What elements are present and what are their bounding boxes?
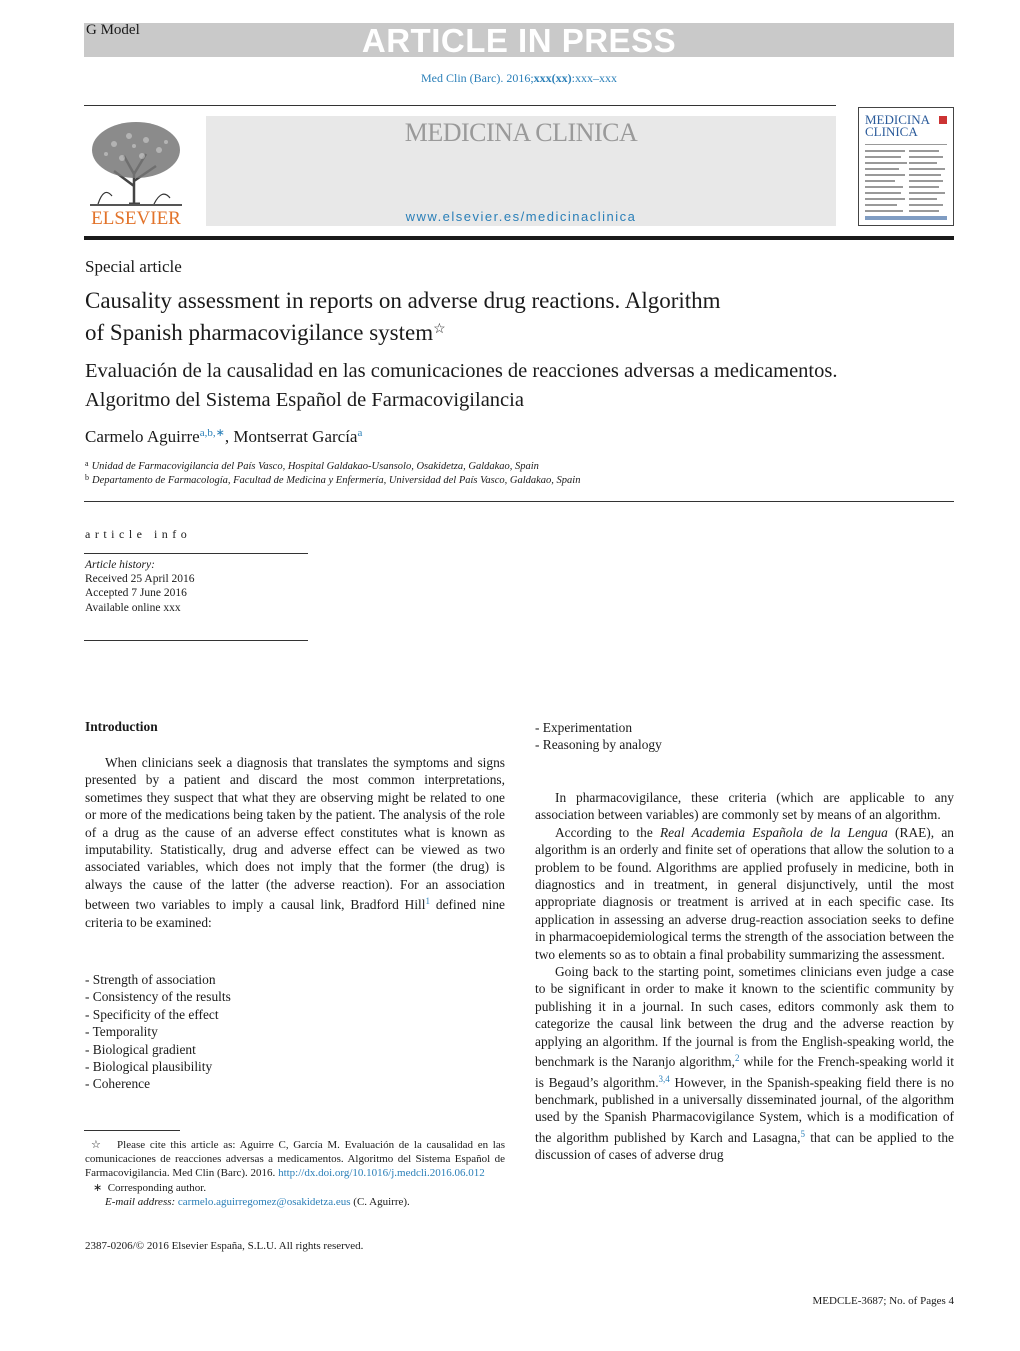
list-item: - Experimentation xyxy=(535,720,633,735)
title-footnote-star[interactable]: ☆ xyxy=(433,322,446,337)
author-name[interactable]: Carmelo Aguirre xyxy=(85,427,200,446)
paragraph: Going back to the starting point, sometimes clinicians even judge a case to be significant in order to make it known to the scientific community by publishing it in a journal. In such cases, editors commonly ask them to categorize the causal link between the drug and the adverse reaction by applying an algorithm. If the journal is from the English-speaking world, the benchmark is the Naranjo algorithm,$^2$ while for the French-speaking world it is Begaud’s algorithm.$^{3,4}$ However, in the Spanish-speaking field there is no benchmark, published in a universally disseminated journal, of the algorithm used by the Spanish Pharmacovigilance System, which is a modification of the algorithm published by Karch and Lasagna,$^5$ that can be applied to the discussion of cases of adverse drug xyxy=(535,964,954,1163)
list-item: - Coherence xyxy=(85,1076,151,1092)
elsevier-logo xyxy=(84,116,188,226)
journal-name: MEDICINA CLINICA xyxy=(404,118,638,147)
affiliation-b: $^b$ Departamento de Farmacología, Facultad de Medicina y Enfermería, Universidad del País Vasco, Galdakao, Spain xyxy=(85,473,581,486)
journal-url-link[interactable]: www.elsevier.es/medicinaclinica xyxy=(405,209,637,224)
author-affiliation-marks[interactable]: a,b,∗ xyxy=(199,427,225,439)
footnote-rule xyxy=(84,1130,180,1131)
doi-link[interactable]: http://dx.doi.org/10.1016/j.medcli.2016.06.012 xyxy=(278,1167,485,1180)
list-item: - Temporality xyxy=(85,1024,158,1040)
criteria-list-right xyxy=(535,719,662,754)
article-info-rule-top xyxy=(84,553,308,554)
email-link[interactable]: carmelo.aguirregomez@osakidetza.eus xyxy=(177,1195,351,1208)
corresponding-mark: ∗ xyxy=(93,1181,103,1194)
footnote-star: ☆ xyxy=(91,1139,103,1151)
cover-title-line-1: MEDICINA xyxy=(865,112,930,127)
article-info-rule-bottom xyxy=(84,640,308,641)
section-heading-introduction: Introduction xyxy=(85,719,158,734)
citation-link[interactable]: 3,4 xyxy=(658,1073,670,1084)
article-type: Special article xyxy=(85,257,182,276)
list-item: - Reasoning by analogy xyxy=(535,737,662,753)
header-rule xyxy=(84,105,836,106)
journal-cover-thumbnail xyxy=(858,107,954,226)
header-thick-rule xyxy=(84,236,954,240)
citation-link[interactable]: 2 xyxy=(734,1053,740,1064)
article-title-en: Causality assessment in reports on adverse drug reactions. Algorithm of Spanish pharmacovigilance system☆ xyxy=(85,288,721,345)
page-info: MEDCLE-3687; No. of Pages 4 xyxy=(812,1295,954,1307)
list-item: - Specificity of the effect xyxy=(85,1006,219,1022)
paragraph: According to the Real Academia Española de la Lengua (RAE), an algorithm is an orderly and finite set of operations that allow the solution to a problem to be found. Algorithms are applied profusely in medicine, both in diagnostics and in treatment, in general disjunctively, until the most appropriate diagnosis or treatment is arrived at in each specific case. Its application in assessing an adverse drug-reaction association seeks to define in pharmacoepidemiological terms the strength of the association between the two elements so as to obtain a final probability summarizing the assessment. xyxy=(535,824,954,962)
g-model-label: G Model xyxy=(86,22,140,38)
article-title-es: Evaluación de la causalidad en las comunicaciones de reacciones adversas a medicamentos. Algoritmo del Sistema Español de Farmacovigilancia xyxy=(85,360,838,411)
journal-citation[interactable]: Med Clin (Barc). 2016;xxx(xx):xxx–xxx xyxy=(421,71,617,85)
criteria-list-left xyxy=(85,971,231,1093)
publisher-name: ELSEVIER xyxy=(91,208,181,226)
list-item: - Biological plausibility xyxy=(85,1059,213,1075)
intro-paragraph-1: When clinicians seek a diagnosis that translates the symptoms and signs presented by a patient and discard the most common interpretations, sometimes they suspect that what they are observing might be related to one or more of the medications being taken by the patient. The analysis of the role of a drug as the cause of an adverse effect constitutes what is known as imputability. Statistically, drug and adverse effect can be viewed as two associated variables, which does not imply that the former (the drug) is always the cause of the latter (the adverse reaction). For an association between two variables to imply a causal link, Bradford Hill$^1$ defined nine criteria to be examined: xyxy=(85,755,505,930)
title-block-rule xyxy=(84,501,954,502)
affiliation-a: $^a$ Unidad de Farmacovigilancia del País Vasco, Hospital Galdakao-Usansolo, Osakidetza, Galdakao, Spain xyxy=(85,459,539,472)
elsevier-tree-icon xyxy=(84,116,188,226)
list-item: - Biological gradient xyxy=(85,1041,196,1057)
list-item: - Strength of association xyxy=(85,972,216,987)
author-name[interactable]: Montserrat García xyxy=(233,427,358,446)
right-column-text xyxy=(535,789,954,1164)
cover-title-line-2: CLINICA xyxy=(865,124,918,139)
copyright-line: 2387-0206/© 2016 Elsevier España, S.L.U. All rights reserved. xyxy=(85,1240,364,1252)
citation-link[interactable]: 5 xyxy=(800,1128,805,1139)
list-item: - Consistency of the results xyxy=(85,989,231,1005)
footnotes: ☆ Please cite this article as: Aguirre C, García M. Evaluación de la causalidad en las comunicaciones de reacciones adversas a medicamentos. Algoritmo del Sistema Español de Farmacovigilancia. Med Clin (Barc). 2016. http://dx.doi.org/10.1016/j.medcli.2016.06.012 ∗ Corresponding author. E-mail address: carmelo.aguirregomez@osakidetza.eus (C. Aguirre). xyxy=(85,1139,506,1208)
article-in-press-label: ARTICLE IN PRESS xyxy=(361,22,677,59)
author-affiliation-marks[interactable]: a xyxy=(357,427,363,439)
paragraph: In pharmacovigilance, these criteria (which are applicable to any association between variables) are commonly set by means of an algorithm. xyxy=(535,790,954,823)
author-list: Carmelo Aguirre$^{a,b,∗}$, Montserrat García$^a$ xyxy=(85,427,363,446)
article-info-heading: article info xyxy=(85,527,192,541)
citation-link[interactable]: 1 xyxy=(425,896,430,907)
article-history: Article history: Received 25 April 2016 Accepted 7 June 2016 Available online xxx xyxy=(85,559,195,614)
